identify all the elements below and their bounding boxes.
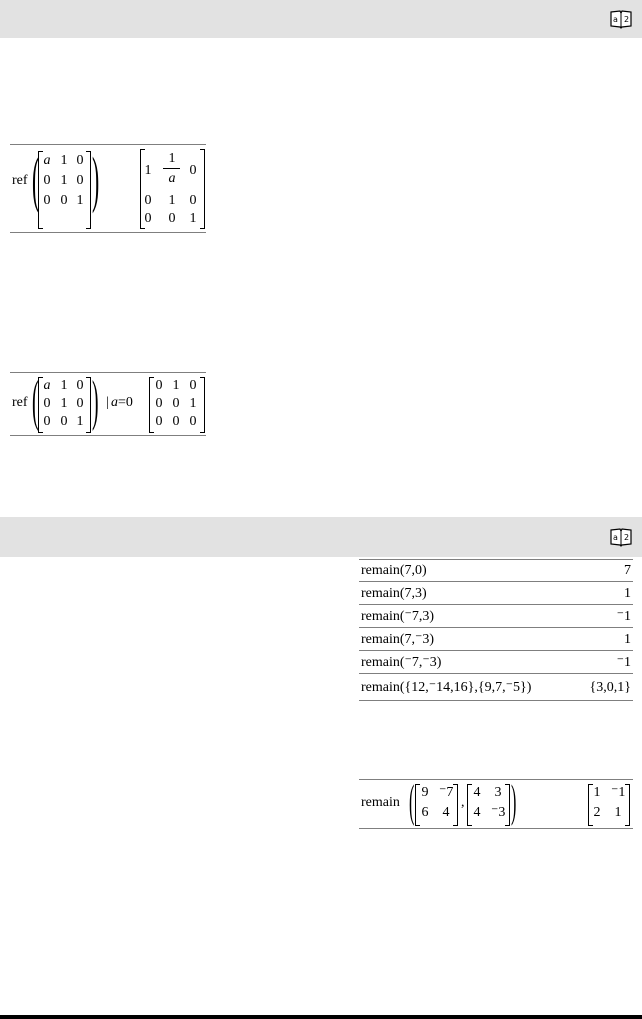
svg-text:2: 2: [624, 533, 630, 542]
input-matrix-cell: 1: [60, 396, 68, 411]
output-matrix-cell: 0: [144, 193, 152, 208]
input-matrix-cell: 0: [43, 414, 51, 429]
fraction-bar: [163, 168, 180, 169]
result: 7: [624, 563, 631, 578]
func-name: ref: [12, 173, 28, 188]
result-matrix-cell: 1: [614, 805, 622, 820]
input-matrix-right-bracket: [86, 151, 91, 229]
output-matrix-cell: 0: [155, 378, 163, 393]
output-matrix-cell: 1: [189, 396, 197, 411]
expression: remain(⁻7,3): [361, 609, 435, 624]
input-matrix-cell: 1: [76, 193, 84, 208]
output-matrix-cell: 0: [189, 163, 197, 178]
matrix2-right-bracket: [505, 784, 510, 826]
right-paren: ): [511, 775, 517, 826]
input-matrix-cell: 0: [76, 378, 84, 393]
input-matrix-cell: a: [43, 153, 51, 168]
input-matrix-cell: 0: [43, 193, 51, 208]
output-matrix-cell: 0: [172, 414, 180, 429]
matrix2-cell: 4: [473, 805, 481, 820]
output-matrix-cell: 0: [189, 414, 197, 429]
header-band-top: [0, 0, 642, 38]
output-matrix-cell: 0: [155, 414, 163, 429]
fraction-numerator: 1: [168, 151, 176, 166]
input-matrix-cell: 0: [43, 396, 51, 411]
left-paren: (: [409, 775, 415, 826]
left-paren: (: [32, 370, 39, 432]
output-matrix-right-bracket: [200, 149, 205, 229]
matrix1-cell: ⁻7: [439, 785, 454, 800]
example-ref-symbolic: [10, 144, 206, 233]
example-remain-matrix: [359, 775, 633, 829]
table-row: [359, 583, 633, 605]
input-matrix-cell: 0: [60, 414, 68, 429]
right-paren: ): [92, 370, 99, 432]
output-matrix-cell: 0: [189, 193, 197, 208]
svg-text:a: a: [613, 533, 618, 542]
input-matrix-cell: 1: [60, 378, 68, 393]
output-matrix-cell: 0: [168, 211, 176, 226]
matrix1-cell: 9: [421, 785, 429, 800]
input-matrix-cell: 1: [60, 173, 68, 188]
page-bottom-rule: [0, 1015, 642, 1019]
func-name: ref: [12, 395, 28, 410]
output-matrix-cell: 1: [189, 211, 197, 226]
book-icon: [610, 9, 632, 29]
result: 1: [624, 586, 631, 601]
expression: remain(⁻7,⁻3): [361, 655, 442, 670]
output-matrix-cell: 1: [168, 193, 176, 208]
input-matrix-cell: 0: [76, 396, 84, 411]
output-matrix-cell: 0: [189, 378, 197, 393]
matrix2-cell: ⁻3: [491, 805, 506, 820]
output-matrix-cell: 0: [144, 211, 152, 226]
input-matrix-cell: 0: [76, 153, 84, 168]
svg-text:2: 2: [624, 15, 630, 24]
result-matrix-cell: 1: [593, 785, 601, 800]
table-row: [359, 675, 633, 701]
result-matrix-cell: ⁻1: [611, 785, 626, 800]
constraint-bar: |: [106, 395, 109, 410]
left-paren: (: [32, 146, 40, 214]
input-matrix-cell: 0: [43, 173, 51, 188]
output-matrix-cell: 0: [172, 396, 180, 411]
result-matrix-right-bracket: [625, 784, 630, 826]
output-matrix-cell: 1: [144, 163, 152, 178]
example-ref-constraint: [10, 372, 206, 436]
output-matrix-cell: 1: [172, 378, 180, 393]
input-matrix-cell: 0: [60, 193, 68, 208]
func-name: remain: [361, 795, 400, 810]
expression: remain(7,3): [361, 586, 427, 601]
result: ⁻1: [616, 609, 631, 624]
output-matrix-cell: 0: [155, 396, 163, 411]
svg-text:a: a: [613, 15, 618, 24]
result-matrix-cell: 2: [593, 805, 601, 820]
input-matrix-cell: 0: [76, 173, 84, 188]
book-icon: [610, 527, 632, 547]
constraint-var: a: [111, 395, 118, 410]
matrix2-cell: 3: [494, 785, 502, 800]
fraction-denominator: a: [168, 171, 176, 186]
comma: ,: [461, 795, 465, 810]
table-row: [359, 629, 633, 651]
matrix1-cell: 4: [442, 805, 450, 820]
table-row: [359, 652, 633, 674]
result: ⁻1: [616, 655, 631, 670]
input-matrix-cell: a: [43, 378, 51, 393]
input-matrix-right-bracket: [86, 377, 91, 433]
table-row: [359, 606, 633, 628]
right-paren: ): [92, 146, 100, 214]
example-remain-list: [359, 559, 633, 702]
header-band-second: [0, 517, 642, 557]
expression: remain(7,0): [361, 563, 427, 578]
result: 1: [624, 632, 631, 647]
matrix2-cell: 4: [473, 785, 481, 800]
result: {3,0,1}: [589, 680, 631, 695]
matrix1-cell: 6: [421, 805, 429, 820]
expression: remain({12,⁻14,16},{9,7,⁻5}): [361, 680, 532, 695]
input-matrix-cell: 1: [60, 153, 68, 168]
matrix1-right-bracket: [453, 784, 458, 826]
constraint-value: =0: [118, 395, 133, 410]
output-matrix-right-bracket: [200, 377, 205, 433]
table-row: [359, 560, 633, 582]
input-matrix-cell: 1: [76, 414, 84, 429]
expression: remain(7,⁻3): [361, 632, 435, 647]
